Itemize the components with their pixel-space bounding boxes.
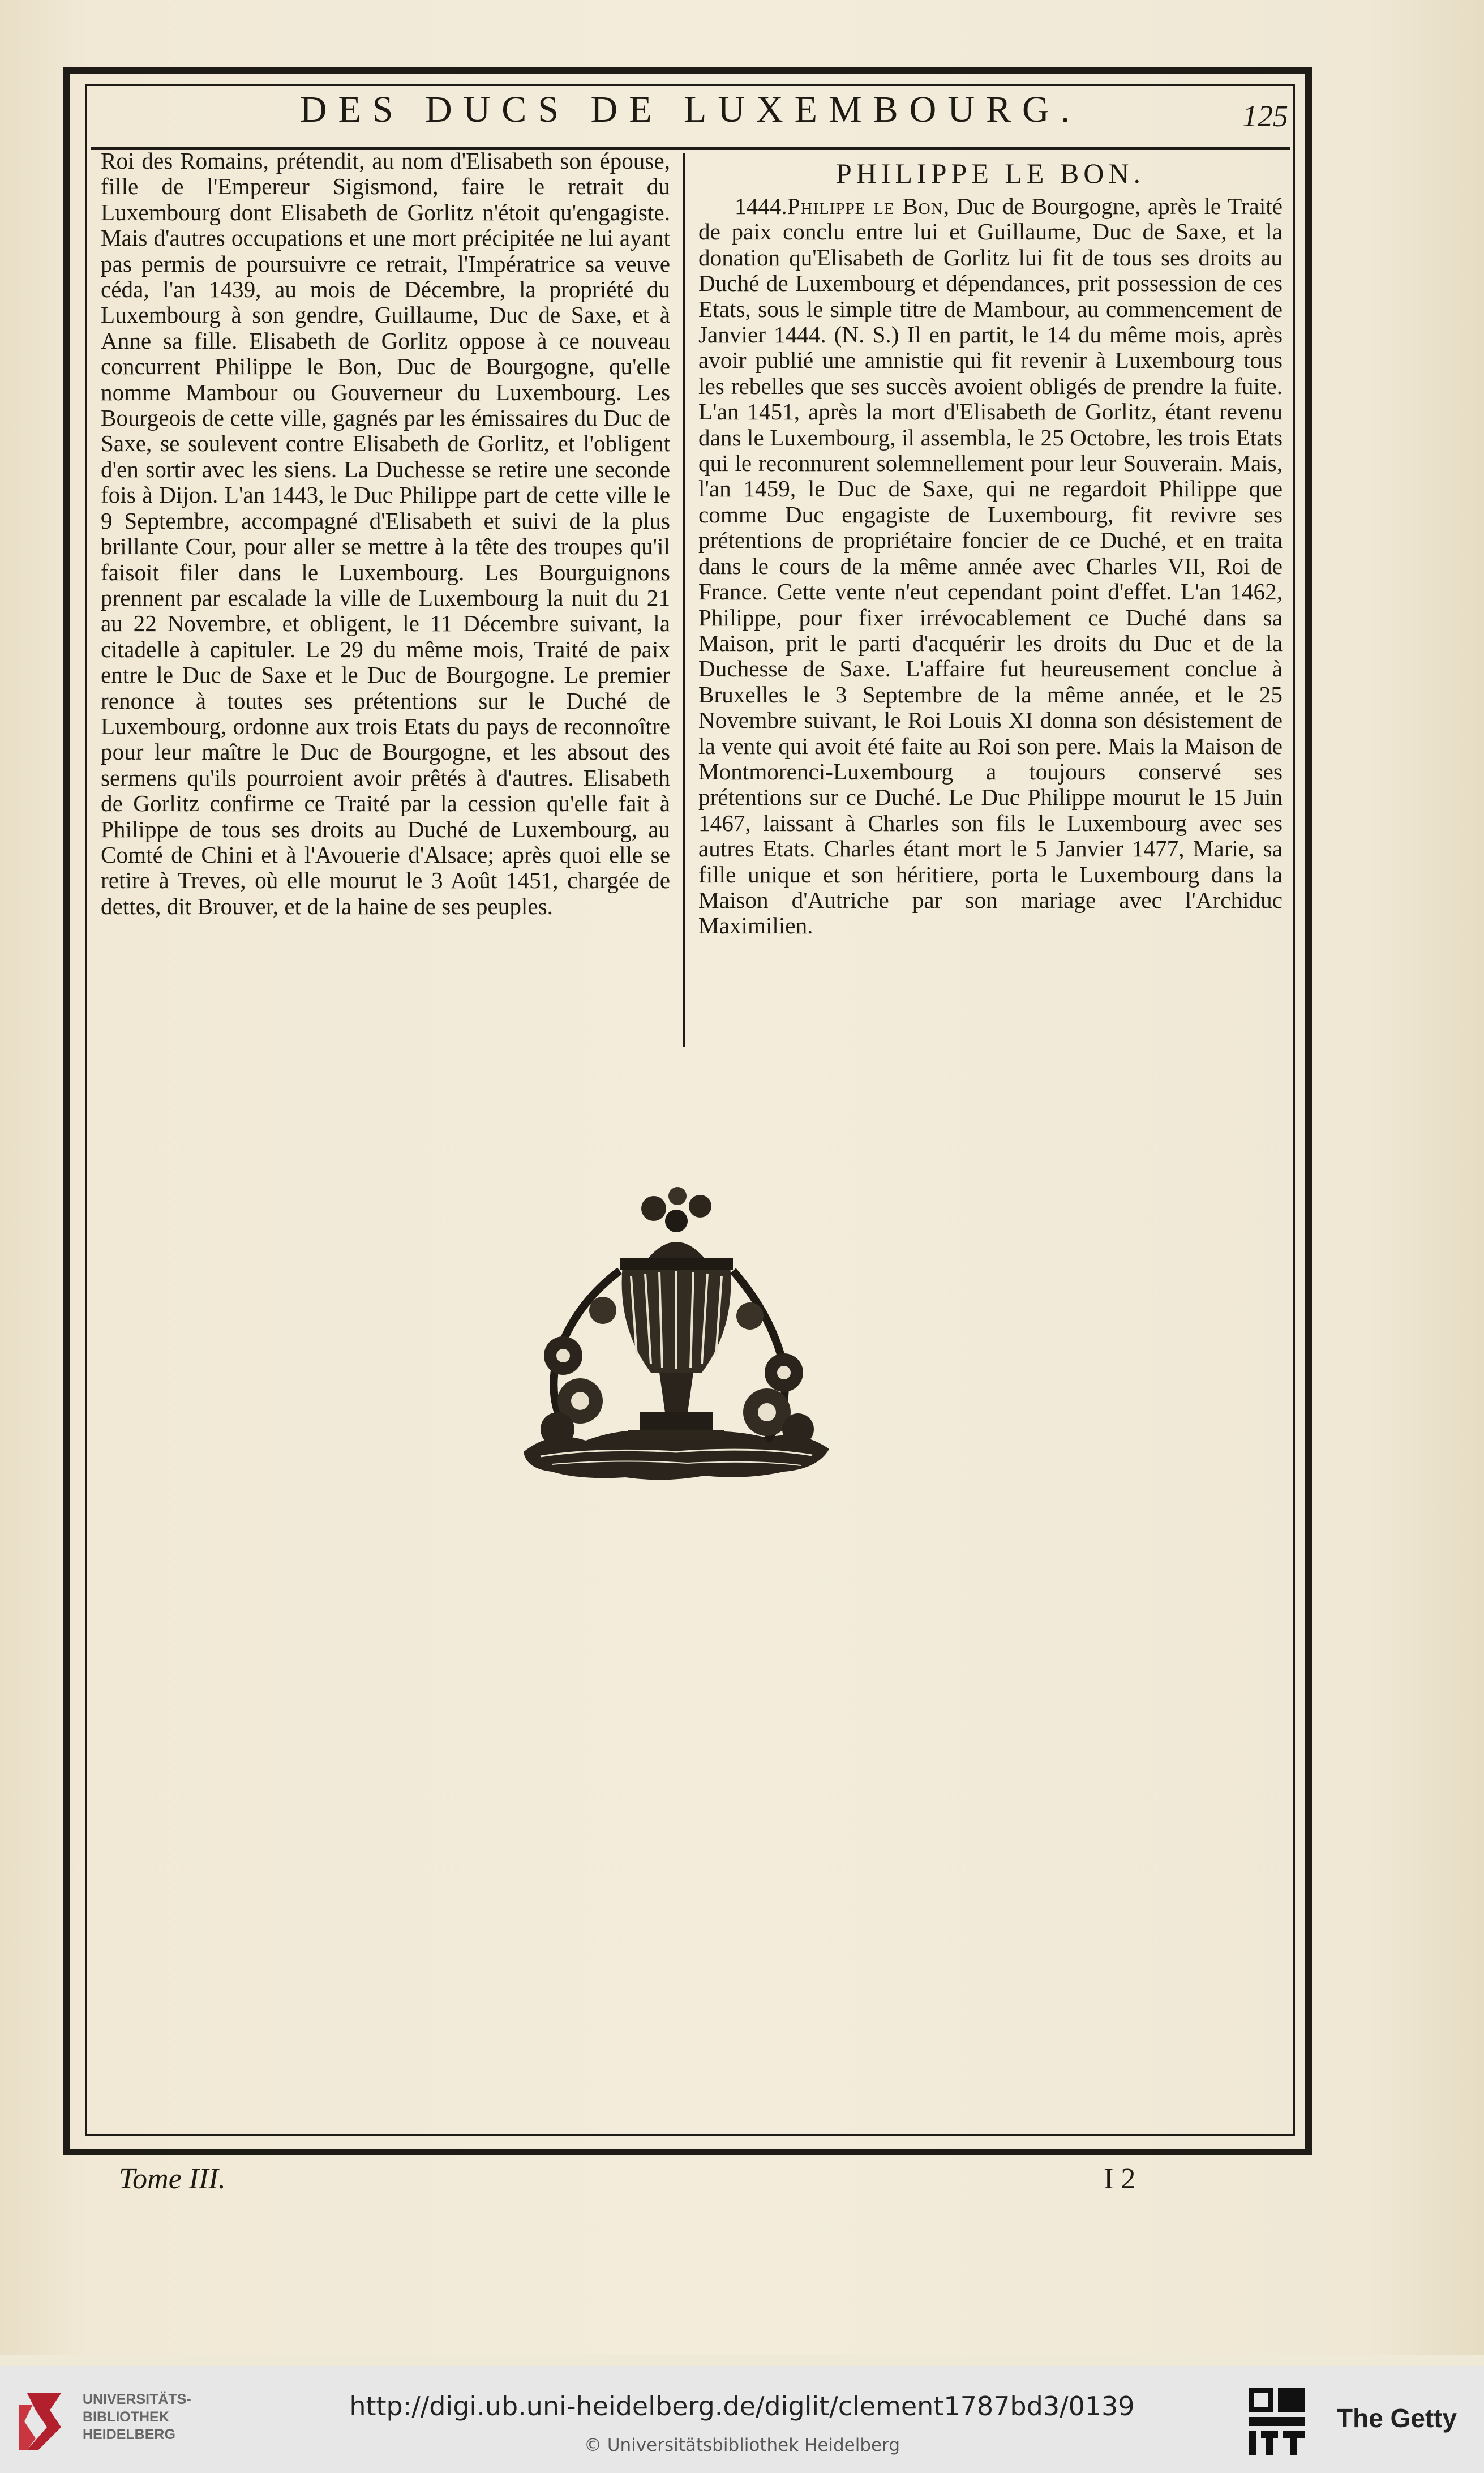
column-divider	[683, 153, 685, 1047]
right-column-paragraph	[698, 194, 1283, 939]
getty-logo-icon	[1245, 2384, 1309, 2463]
section-title: PHILIPPE LE BON.	[835, 157, 1146, 189]
signature-mark: I 2	[1104, 2163, 1136, 2195]
entry-name: Philippe le Bon	[787, 193, 943, 219]
copyright-notice: © Universitätsbibliothek Heidelberg	[584, 2435, 900, 2455]
running-head: DES DUCS DE LUXEMBOURG.	[299, 89, 1082, 130]
page-header	[91, 86, 1290, 148]
entry-year: 1444.	[735, 193, 787, 219]
permalink-url[interactable]: http://digi.ub.uni-heidelberg.de/diglit/clement1787bd3/0139	[349, 2391, 1135, 2421]
right-column	[698, 156, 1283, 939]
university-library-name: UNIVERSITÄTS- BIBLIOTHEK HEIDELBERG	[83, 2391, 191, 2442]
volume-label: Tome III.	[119, 2163, 226, 2195]
left-column	[101, 148, 670, 919]
right-column-text: , Duc de Bourgogne, après le Traité de paix conclu entre lui et Guillaume, Duc de Saxe, et la donation qu'Elisabeth de Gorlitz lui fit de tous ses droits au Duché de Luxembourg et dépendances, prit possession de ces Etats, sous le simple titre de Mambour, au commencement de Janvier 1444. (N. S.) Il en partit, le 14 du même mois, après avoir publié une amnistie qui fit revenir à Luxembourg tous les rebelles que ses succès avoient obligés de prendre la fuite. L'an 1451, après la mort d'Elisabeth de Gorlitz, étant revenu dans le Luxembourg, il assembla, le 25 Octobre, les trois Etats qui le reconnurent solemnellement pour leur Souverain. Mais, l'an 1459, le Duc de Saxe, qui ne regardoit Philippe que comme Duc engagiste de Luxembourg, fit revivre ses prétentions de propriétaire foncier de ce Duché, et en traita dans le cours de la même année avec Charles VII, Roi de France. Cette vente n'eut cependant point d'effet. L'an 1462, Philippe, pour fixer irrévocablement ce Duché dans sa Maison, prit le parti d'acquérir les droits du Duc et de la Duchesse de Saxe. L'affaire fut heureusement conclue à Bruxelles le 3 Septembre de la même année, et le 25 Novembre suivant, le Roi Louis XI donna son désistement de la vente qui avoit été faite au Roi son pere. Mais la Maison de Montmorenci-Luxembourg a toujours conservé ses prétentions sur ce Duché. Le Duc Philippe mourut le 15 Juin 1467, laissant à Charles son fils le Luxembourg avec ses autres Etats. Charles étant mort le 5 Janvier 1477, Marie, sa fille unique et son héritiere, porta le Luxembourg dans la Maison d'Autriche par son mariage avec l'Archiduc Maximilien.	[698, 193, 1283, 939]
page-number: 125	[1242, 99, 1288, 133]
left-column-text: Roi des Romains, prétendit, au nom d'Elisabeth son épouse, fille de l'Empereur Sigismond, faire le retrait du Luxembourg dont Elisabeth de Gorlitz n'étoit qu'engagiste. Mais d'autres occupations et une mort précipitée ne lui ayant pas permis de poursuivre ce retrait, l'Impératrice sa veuve céda, l'an 1439, au mois de Décembre, la propriété du Luxembourg à son gendre, Guillaume, Duc de Saxe, et à Anne sa fille. Elisabeth de Gorlitz oppose à ce nouveau concurrent Philippe le Bon, Duc de Bourgogne, qu'elle nomme Mambour ou Gouverneur du Luxembourg. Les Bourgeois de cette ville, gagnés par les émissaires du Duc de Saxe, se soulevent contre Elisabeth de Gorlitz, et l'obligent d'en sortir avec les siens. La Duchesse se retire une seconde fois à Dijon. L'an 1443, le Duc Philippe part de cette ville le 9 Septembre, accompagné d'Elisabeth et suivi de la plus brillante Cour, pour aller se mettre à la tête des troupes qu'il faisoit filer dans le Luxembourg. Les Bourguignons prennent par escalade la ville de Luxembourg la nuit du 21 au 22 Novembre, et obligent, le 11 Décembre suivant, la citadelle à capituler. Le 29 du même mois, Traité de paix entre le Duc de Saxe et le Duc de Bourgogne. Le premier renonce à toutes ses prétentions sur le Duché de Luxembourg, ordonne aux trois Etats du pays de reconnoître pour leur maître le Duc de Bourgogne, et les absout des sermens qu'ils pourroient avoir prêtés à d'autres. Elisabeth de Gorlitz confirme ce Traité par la cession qu'elle fait à Philippe de tous ses droits au Duché de Luxembourg, au Comté de Chini et à l'Avouerie d'Alsace; après quoi elle se retire à Treves, où elle mourut le 3 Août 1451, chargée de dettes, dit Brouver, et de la haine de ses peuples.	[101, 148, 670, 919]
partner-name: The Getty	[1337, 2403, 1457, 2433]
urn-vignette-illustration	[518, 1186, 835, 1514]
